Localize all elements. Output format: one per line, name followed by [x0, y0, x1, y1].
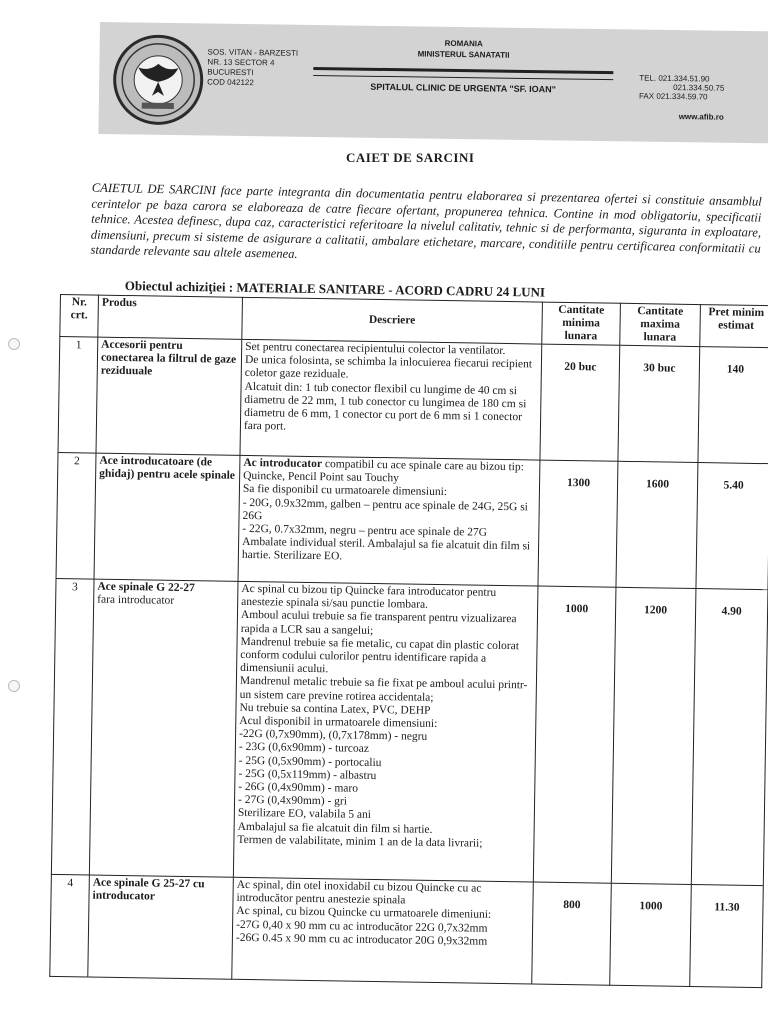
row-number: 3 [51, 578, 94, 875]
min-quantity: 1000 [533, 586, 616, 883]
table-row [51, 578, 768, 885]
estimated-price: 140 [698, 347, 768, 464]
column-header-product: Produs [98, 295, 243, 339]
product-name: Accesorii pentru conectarea la filtrul de gaze reziduuale [96, 337, 242, 455]
contact-info: TEL. 021.334.51.90 021.334.50.75 FAX 021.334.59.70 [638, 73, 725, 102]
punch-hole [8, 338, 20, 350]
max-quantity: 30 buc [618, 345, 700, 462]
product-name: Ace spinale G 22-27 fara introducator [89, 579, 238, 877]
row-number: 2 [56, 452, 96, 579]
product-name: Ace introducatoare (de ghidaj) pentru acele spinale [94, 453, 240, 581]
document-title: CAIET DE SARCINI [346, 150, 475, 165]
estimated-price: 11.30 [690, 884, 764, 987]
table-row [58, 337, 768, 464]
country-label: ROMANIA [444, 38, 483, 49]
header-rule [313, 67, 613, 74]
column-header-price: Pret minim estimat [700, 305, 768, 348]
header-rule [313, 75, 613, 80]
min-quantity: 1300 [538, 460, 618, 587]
punch-hole [8, 680, 20, 692]
min-quantity: 20 buc [540, 344, 620, 461]
product-name: Ace spinale G 25-27 cu introducator [88, 875, 234, 979]
column-header-nr: Nr. crt. [60, 295, 99, 338]
column-header-max-qty: Cantitate maxima lunara [620, 303, 701, 346]
column-header-min-qty: Cantitate minima lunara [542, 302, 621, 345]
max-quantity: 1600 [616, 461, 698, 588]
table-row [50, 874, 764, 987]
max-quantity: 1200 [611, 587, 696, 884]
website-link[interactable]: www.afib.ro [678, 112, 724, 122]
specifications-table [50, 294, 768, 948]
column-header-description: Descriere [242, 297, 543, 344]
min-quantity: 800 [532, 882, 612, 985]
ministry-block [314, 37, 614, 61]
letterhead [98, 22, 768, 143]
ministry-label: MINISTERUL SANATATII [417, 49, 510, 60]
product-description: Ac introducator compatibil cu ace spinale care au bizou tip: Quincke, Pencil Point sau Touchy Sa fie disponibil cu urmatoarele dimensiuni: - 20G, 0.9x32mm, galben – pentru ace spinale de 24G, 25G si 26G - 22G, 0.7x32mm, negru – pentru ace spinale de 27G Ambalate individual steril. Ambalajul sa fie alcatuit din film si hartie. Sterilizare EO. [238, 455, 540, 586]
product-description: Set pentru conectarea recipientului colector la ventilator. De unica folosinta, se schimba la inlocuierea fiecarui recipient coletor gaze reziduale. Alcatuit din: 1 tub conector flexibil cu lungime de 40 cm si diametru de 22 mm, 1 tub conector cu lungimea de 180 cm si diametru de 6 mm, 1 conector cu port de 6 mm si 1 conector fara port. [240, 339, 542, 460]
intro-paragraph: CAIETUL DE SARCINI face parte integranta din documentatia pentru elaborarea si prezentarea ofertei si constituie ansamblul cerintelor pe baza carora se elaboreaza de catre fiecare ofertant, propunerea tehnica. Contine in mod obligatoriu, specificatii tehnice. Acestea definesc, dupa caz, caracteristici referitoare la nivelul calitativ, tehnic si de performanta, siguranta in exploatare, dimensiuni, precum si sisteme de asigurare a calitatii, ambalare etichetare, marcare, conditiile pentru certificarea conformitatii cu standarde relevante sau altele asemenea. [90, 180, 762, 262]
product-description: Ac spinal cu bizou tip Quincke fara introducator pentru anestezie spinala si/sau punctie lombara. Amboul acului trebuie sa fie transparent pentru vizualizarea rapida a LCR sau a sangelui; Mandrenul trebuie sa fie metalic, cu capat din plastic colorat conform codului culorilor pentru identificare rapida a dimensiunii acului. Mandrenul metalic trebuie sa fie fixat pe amboul acului printr-un sistem care previne rotirea accidentala; Nu trebuie sa contina Latex, PVC, DEHP Acul disponibil in urmatoarele dimensiuni: -22G (0,7x90mm), (0,7x178mm) - negru - 23G (0,6x90mm) - turcoaz - 25G (0,5x90mm) - portocaliu - 25G (0,5x119mm) - albastru - 26G (0,4x90mm) - maro - 27G (0,4x90mm) - gri Sterilizare EO, valabila 5 ani Ambalajul sa fie alcatuit din film si hartie. Termen de valabilitate, minim 1 an de la data livrarii; [233, 581, 538, 882]
procurement-subject: Obiectul achiziţiei : MATERIALE SANITARE - ACORD CADRU 24 LUNI [124, 278, 546, 300]
row-number: 4 [50, 874, 90, 977]
row-number: 1 [58, 337, 98, 454]
table-row [56, 452, 768, 589]
hospital-logo-icon [113, 34, 204, 125]
max-quantity: 1000 [610, 883, 692, 986]
estimated-price: 4.90 [691, 589, 768, 886]
hospital-name: SPITALUL CLINIC DE URGENTA "SF. IOAN" [370, 81, 557, 95]
estimated-price: 5.40 [696, 463, 768, 590]
product-description: Ac spinal, din otel inoxidabil cu bizou Quincke cu ac introducător pentru anestezie spinala Ac spinal, cu bizou Quincke cu urmatoarele dimeniuni: -27G 0,40 x 90 mm cu ac introducător 22G 0,7x32mm -26G 0.45 x 90 mm cu ac introducator 20G 0,9x32mm [232, 877, 534, 984]
hospital-address: SOS. VITAN - BARZESTI NR. 13 SECTOR 4 BUCURESTI COD 042122 [207, 47, 299, 88]
